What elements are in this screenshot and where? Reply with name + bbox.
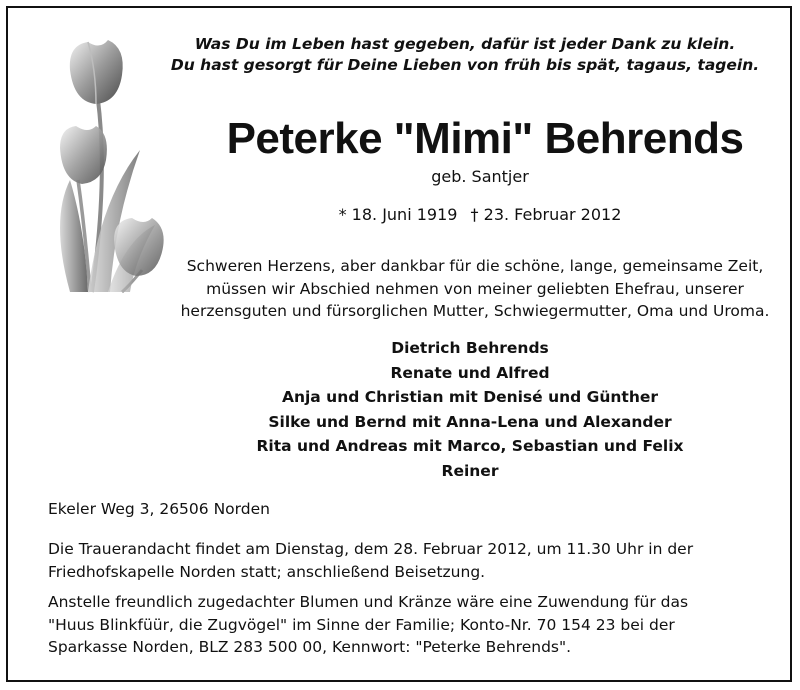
service-line: Die Trauerandacht findet am Dienstag, dem 28. Februar 2012, um 11.30 Uhr in der [48,540,694,558]
donation-line: Sparkasse Norden, BLZ 283 500 00, Kennwort: "Peterke Behrends". [48,638,572,656]
birth-date: * 18. Juni 1919 [338,205,458,224]
service-line: Friedhofskapelle Norden statt; anschließend Beisetzung. [48,562,486,581]
family-member: Reiner [441,461,499,480]
donation-line: Anstelle freundlich zugedachter Blumen und Kränze wäre eine Zuwendung für das [48,593,689,611]
intro-line: Schweren Herzens, aber dankbar für die schöne, lange, gemeinsame Zeit, [186,257,764,275]
family-member: Silke und Bernd mit Anna-Lena und Alexander [268,412,672,431]
intro-line: müssen wir Abschied nehmen von meiner geliebten Ehefrau, unserer [206,279,744,298]
donation-info [48,591,778,659]
motto-line: Was Du im Leben hast gegeben, dafür ist jeder Dank zu klein. [194,35,736,53]
intro-text [160,255,790,323]
deceased-name: Peterke "Mimi" Behrends [226,114,744,163]
death-date: † 23. Februar 2012 [470,205,622,224]
life-dates [270,204,690,226]
motto-verse [170,34,760,76]
motto-line: Du hast gesorgt für Deine Lieben von früh bis spät, tagaus, tagein. [170,56,760,74]
family-list [200,336,740,483]
family-member: Rita und Andreas mit Marco, Sebastian und Felix [256,437,684,455]
family-member: Dietrich Behrends [391,339,549,357]
intro-line: herzensguten und fürsorglichen Mutter, Schwiegermutter, Oma und Uroma. [180,302,770,320]
maiden-name: geb. Santjer [431,167,529,186]
address: Ekeler Weg 3, 26506 Norden [48,500,270,518]
family-member: Renate und Alfred [390,363,550,382]
family-member: Anja und Christian mit Denisé und Günther [281,388,659,406]
service-info [48,538,768,583]
donation-line: "Huus Blinkfüür, die Zugvögel" im Sinne der Familie; Konto-Nr. 70 154 23 bei der [48,615,675,634]
